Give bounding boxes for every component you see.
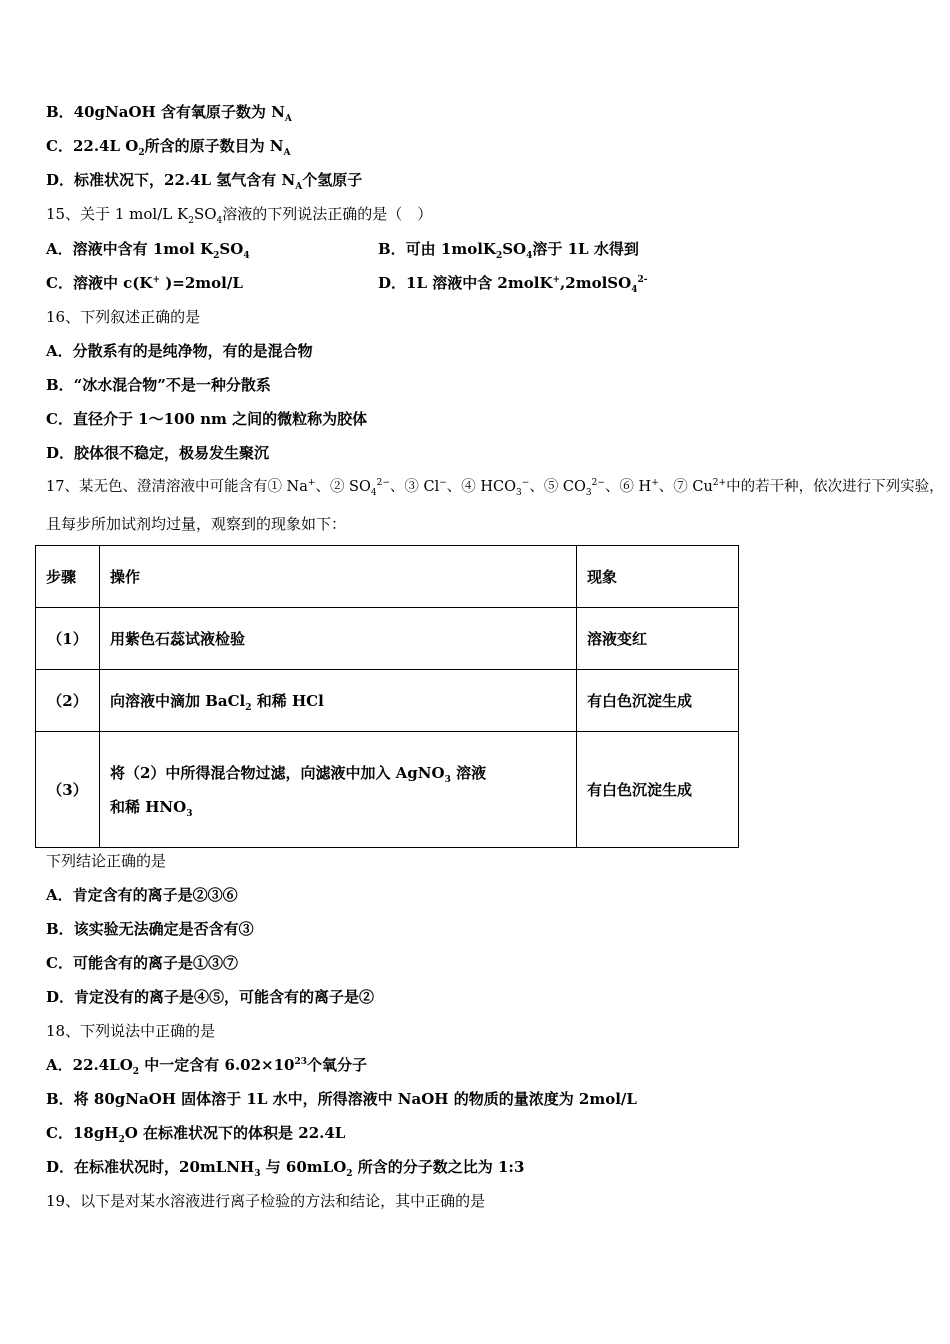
q16-option-b: B．“冰水混合物”不是一种分散系 — [46, 376, 271, 394]
row2-operation: 向溶液中滴加 BaCl$_2$ 和稀 HCl — [100, 670, 577, 732]
q17-option-c: C．可能含有的离子是①③⑦ — [46, 954, 238, 972]
q14-option-c: C．22.4L $O_2$所含的原子数目为 $N_A$ — [46, 137, 291, 158]
q17-stem: 17、某无色、澄清溶液中可能含有① Na+、② $SO_4^{2-}$、③ Cl−、④ $HCO_3^-$、⑤ $CO_3^{2-}$、⑥ H+、⑦ $Cu^{2+}$中的若干种，依次进行下列实验， — [46, 478, 944, 498]
q15-option-a: A．溶液中含有 1mol $K_2SO_4$ — [46, 240, 250, 261]
q16-option-a: A．分散系有的是纯净物，有的是混合物 — [46, 342, 313, 360]
q18-stem: 18、下列说法中正确的是 — [46, 1022, 216, 1040]
q17-option-d: D．肯定没有的离子是④⑤，可能含有的离子是② — [46, 988, 375, 1006]
q17-option-a: A．肯定含有的离子是②③⑥ — [46, 886, 238, 904]
q14-option-d: D．标准状况下，22.4L 氢气含有 $N_A$个氢原子 — [46, 171, 363, 192]
row2-step: （2） — [36, 670, 100, 732]
row1-step: （1） — [36, 608, 100, 670]
q16-option-c: C．直径介于 1～100 nm 之间的微粒称为胶体 — [46, 410, 368, 428]
q14-option-b: B．40gNaOH 含有氧原子数为 $N_A$ — [46, 103, 292, 124]
row3-step: （3） — [36, 732, 100, 848]
header-step: 步骤 — [36, 546, 100, 608]
header-result: 现象 — [577, 546, 739, 608]
row1-result: 溶液变红 — [577, 608, 739, 670]
table-row — [36, 732, 739, 848]
row2-result: 有白色沉淀生成 — [577, 670, 739, 732]
q15-option-c: C．溶液中 c(K+ )=2mol/L — [46, 274, 243, 292]
q15-stem: 15、关于 1 mol/L $K_2SO_4$溶液的下列说法正确的是（ ） — [46, 205, 433, 226]
q17-conclusion: 下列结论正确的是 — [46, 852, 167, 870]
table-header-row — [36, 546, 739, 608]
q18-option-d: D．在标准状况时，20mLNH$_3$ 与 60mLO$_2$ 所含的分子数之比为 1:3 — [46, 1158, 525, 1179]
q17-option-b: B．该实验无法确定是否含有③ — [46, 920, 254, 938]
q18-option-a: A．$22.4LO_2$ 中一定含有 $6.02\times 10^{23}$个氧分子 — [46, 1056, 368, 1077]
q18-option-c: C．$18gH_2O$ 在标准状况下的体积是 22.4L — [46, 1124, 346, 1145]
row1-operation: 用紫色石蕊试液检验 — [100, 608, 577, 670]
q16-option-d: D．胶体很不稳定，极易发生聚沉 — [46, 444, 270, 462]
row3-result: 有白色沉淀生成 — [577, 732, 739, 848]
q15-option-d: D．1L 溶液中含 2molK+,2molSO$_4^{2-}$ — [378, 274, 648, 295]
row3-operation: 将（2）中所得混合物过滤，向滤液中加入 AgNO$_3$ 溶液 和稀 $HNO_3$ — [100, 732, 577, 848]
q15-option-b: B．可由 $1molK_2SO_4$溶于 1L 水得到 — [378, 240, 639, 261]
q19-stem: 19、以下是对某水溶液进行离子检验的方法和结论，其中正确的是 — [46, 1192, 486, 1210]
table-row — [36, 670, 739, 732]
q18-option-b: B．将 80gNaOH 固体溶于 1L 水中，所得溶液中 NaOH 的物质的量浓度为 2mol/L — [46, 1090, 637, 1108]
table-row — [36, 608, 739, 670]
q16-stem: 16、下列叙述正确的是 — [46, 308, 201, 326]
q17-stem-continued: 且每步所加试剂均过量，观察到的现象如下： — [46, 515, 347, 533]
experiment-table — [35, 545, 739, 848]
header-operation: 操作 — [100, 546, 577, 608]
